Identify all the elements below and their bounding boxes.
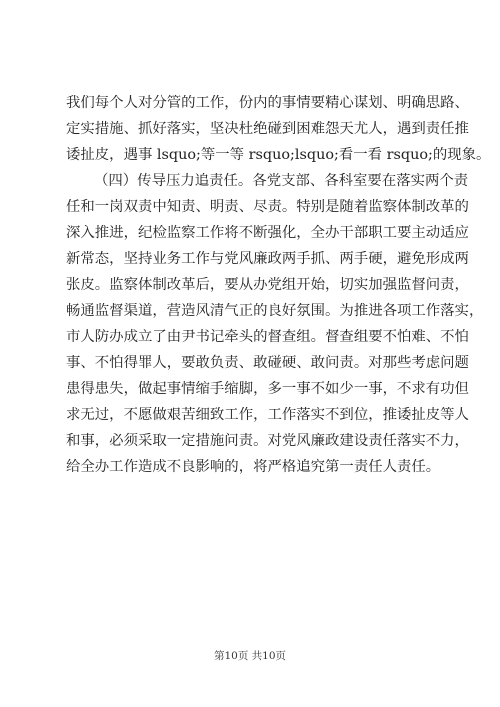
paragraph-line: 定实措施、抓好落实，坚决杜绝碰到困难怨天尤人，遇到责任推 [66,121,469,137]
paragraph-line: 给全办工作造成不良影响的，将严格追究第一责任人责任。 [66,459,441,475]
paragraph-line: 和事，必须采取一定措施问责。对党风廉政建设责任落实不力， [66,433,469,449]
paragraph-line: 张皮。监察体制改革后，要从办党组开始，切实加强监督问责， [66,277,469,293]
paragraph-line: 任和一岗双责中知责、明责、尽责。特别是随着监察体制改革的 [66,199,469,215]
paragraph-line: 事、不怕得罪人，要敢负责、敢碰硬、敢问责。对那些考虑问题 [66,355,469,371]
page-number-footer: 第10页 共10页 [213,650,287,662]
paragraph-line: 诿扯皮，遇事 lsquo;等一等 rsquo;lsquo;看一看 rsquo;的现象。 [66,147,491,163]
paragraph-line: 求无过，不愿做艰苦细致工作，工作落实不到位，推诿扯皮等人 [66,407,469,423]
section-heading-line: （四）传导压力追责任。各党支部、各科室要在落实两个责 [94,173,469,189]
paragraph-line: 新常态，坚持业务工作与党风廉政两手抓、两手硬，避免形成两 [66,251,469,267]
paragraph-line: 畅通监督渠道，营造风清气正的良好氛围。为推进各项工作落实， [66,303,484,319]
paragraph-line: 市人防办成立了由尹书记牵头的督查组。督查组要不怕难、不怕 [66,329,469,345]
paragraph-line: 我们每个人对分管的工作，份内的事情要精心谋划、明确思路、 [66,95,469,111]
paragraph-line: 深入推进，纪检监察工作将不断强化，全办干部职工要主动适应 [66,225,469,241]
paragraph-line: 患得患失，做起事情缩手缩脚，多一事不如少一事，不求有功但 [66,381,469,397]
